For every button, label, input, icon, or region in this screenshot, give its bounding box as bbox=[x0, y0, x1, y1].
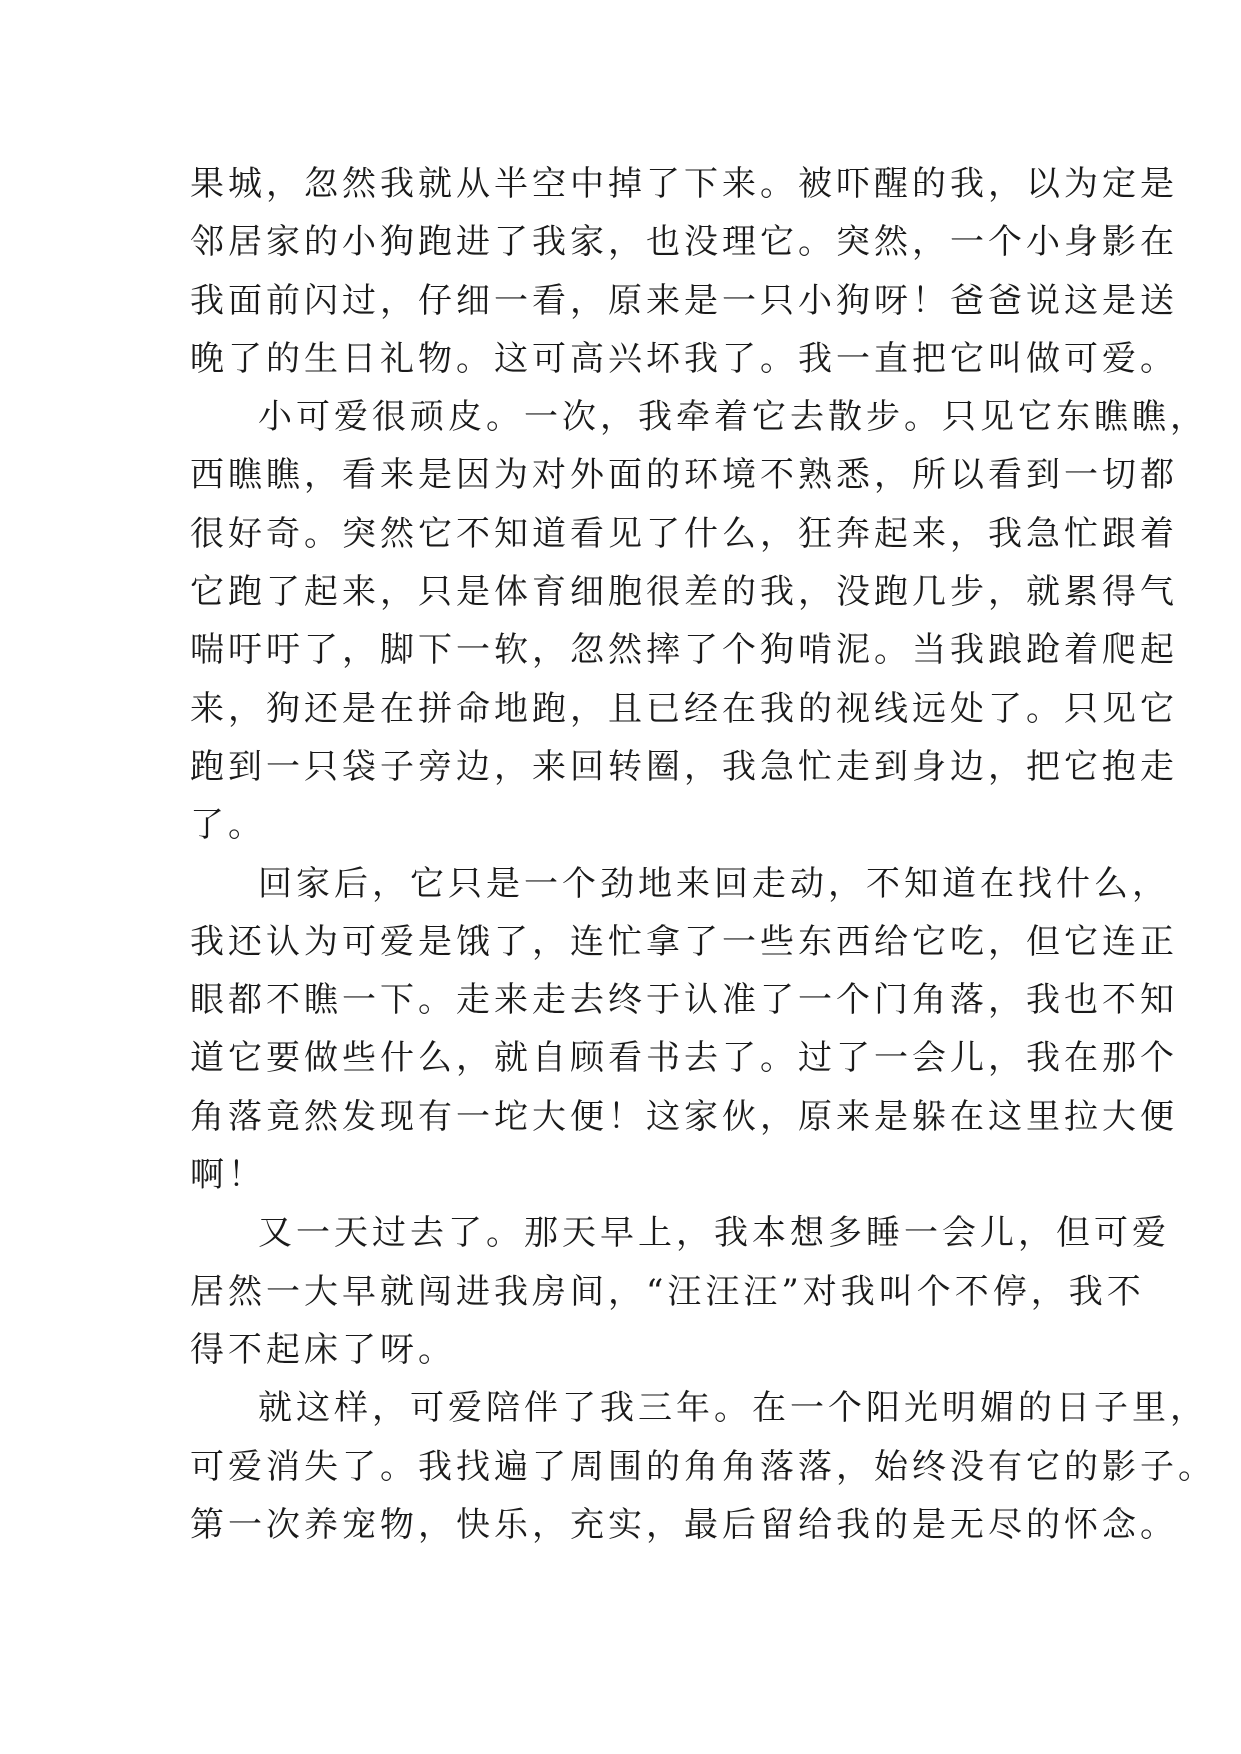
text-line: 第一次养宠物，快乐，充实，最后留给我的是无尽的怀念。 bbox=[190, 1504, 1178, 1545]
text-line: 又一天过去了。那天早上，我本想多睡一会儿，但可爱 bbox=[258, 1213, 1170, 1254]
text-line: 西瞧瞧，看来是因为对外面的环境不熟悉，所以看到一切都 bbox=[190, 455, 1178, 496]
text-line: 就这样，可爱陪伴了我三年。在一个阳光明媚的日子里， bbox=[258, 1388, 1208, 1429]
text-line: 眼都不瞧一下。走来走去终于认准了一个门角落，我也不知 bbox=[190, 980, 1178, 1021]
text-line: 得不起床了呀。 bbox=[190, 1329, 456, 1370]
text-line: 很好奇。突然它不知道看见了什么，狂奔起来，我急忙跟着 bbox=[190, 513, 1178, 554]
text-line: 啊！ bbox=[190, 1155, 266, 1196]
text-line: 居然一大早就闯进我房间，“汪汪汪”对我叫个不停，我不 bbox=[190, 1271, 1145, 1312]
text-line: 来，狗还是在拼命地跑，且已经在我的视线远处了。只见它 bbox=[190, 688, 1178, 729]
text-line: 我还认为可爱是饿了，连忙拿了一些东西给它吃，但它连正 bbox=[190, 921, 1178, 962]
text-line: 跑到一只袋子旁边，来回转圈，我急忙走到身边，把它抱走 bbox=[190, 746, 1178, 787]
text-line: 果城，忽然我就从半空中掉了下来。被吓醒的我，以为定是 bbox=[190, 164, 1178, 204]
text-line: 回家后，它只是一个劲地来回走动，不知道在找什么， bbox=[258, 863, 1170, 904]
text-line: 角落竟然发现有一坨大便！这家伙，原来是躲在这里拉大便 bbox=[190, 1096, 1178, 1137]
text-line: 晚了的生日礼物。这可高兴坏我了。我一直把它叫做可爱。 bbox=[190, 338, 1178, 379]
body-text bbox=[190, 155, 1216, 1554]
text-line: 我面前闪过，仔细一看，原来是一只小狗呀！爸爸说这是送 bbox=[190, 280, 1178, 321]
text-line: 了。 bbox=[190, 805, 266, 846]
text-line: 道它要做些什么，就自顾看书去了。过了一会儿，我在那个 bbox=[190, 1038, 1178, 1079]
text-line: 它跑了起来，只是体育细胞很差的我，没跑几步，就累得气 bbox=[190, 572, 1178, 613]
text-line: 可爱消失了。我找遍了周围的角角落落，始终没有它的影子。 bbox=[190, 1446, 1216, 1487]
text-line: 喘吁吁了，脚下一软，忽然摔了个狗啃泥。当我踉跄着爬起 bbox=[190, 630, 1178, 671]
text-line: 小可爱很顽皮。一次，我牵着它去散步。只见它东瞧瞧， bbox=[258, 397, 1208, 438]
text-line: 邻居家的小狗跑进了我家，也没理它。突然，一个小身影在 bbox=[190, 222, 1178, 263]
